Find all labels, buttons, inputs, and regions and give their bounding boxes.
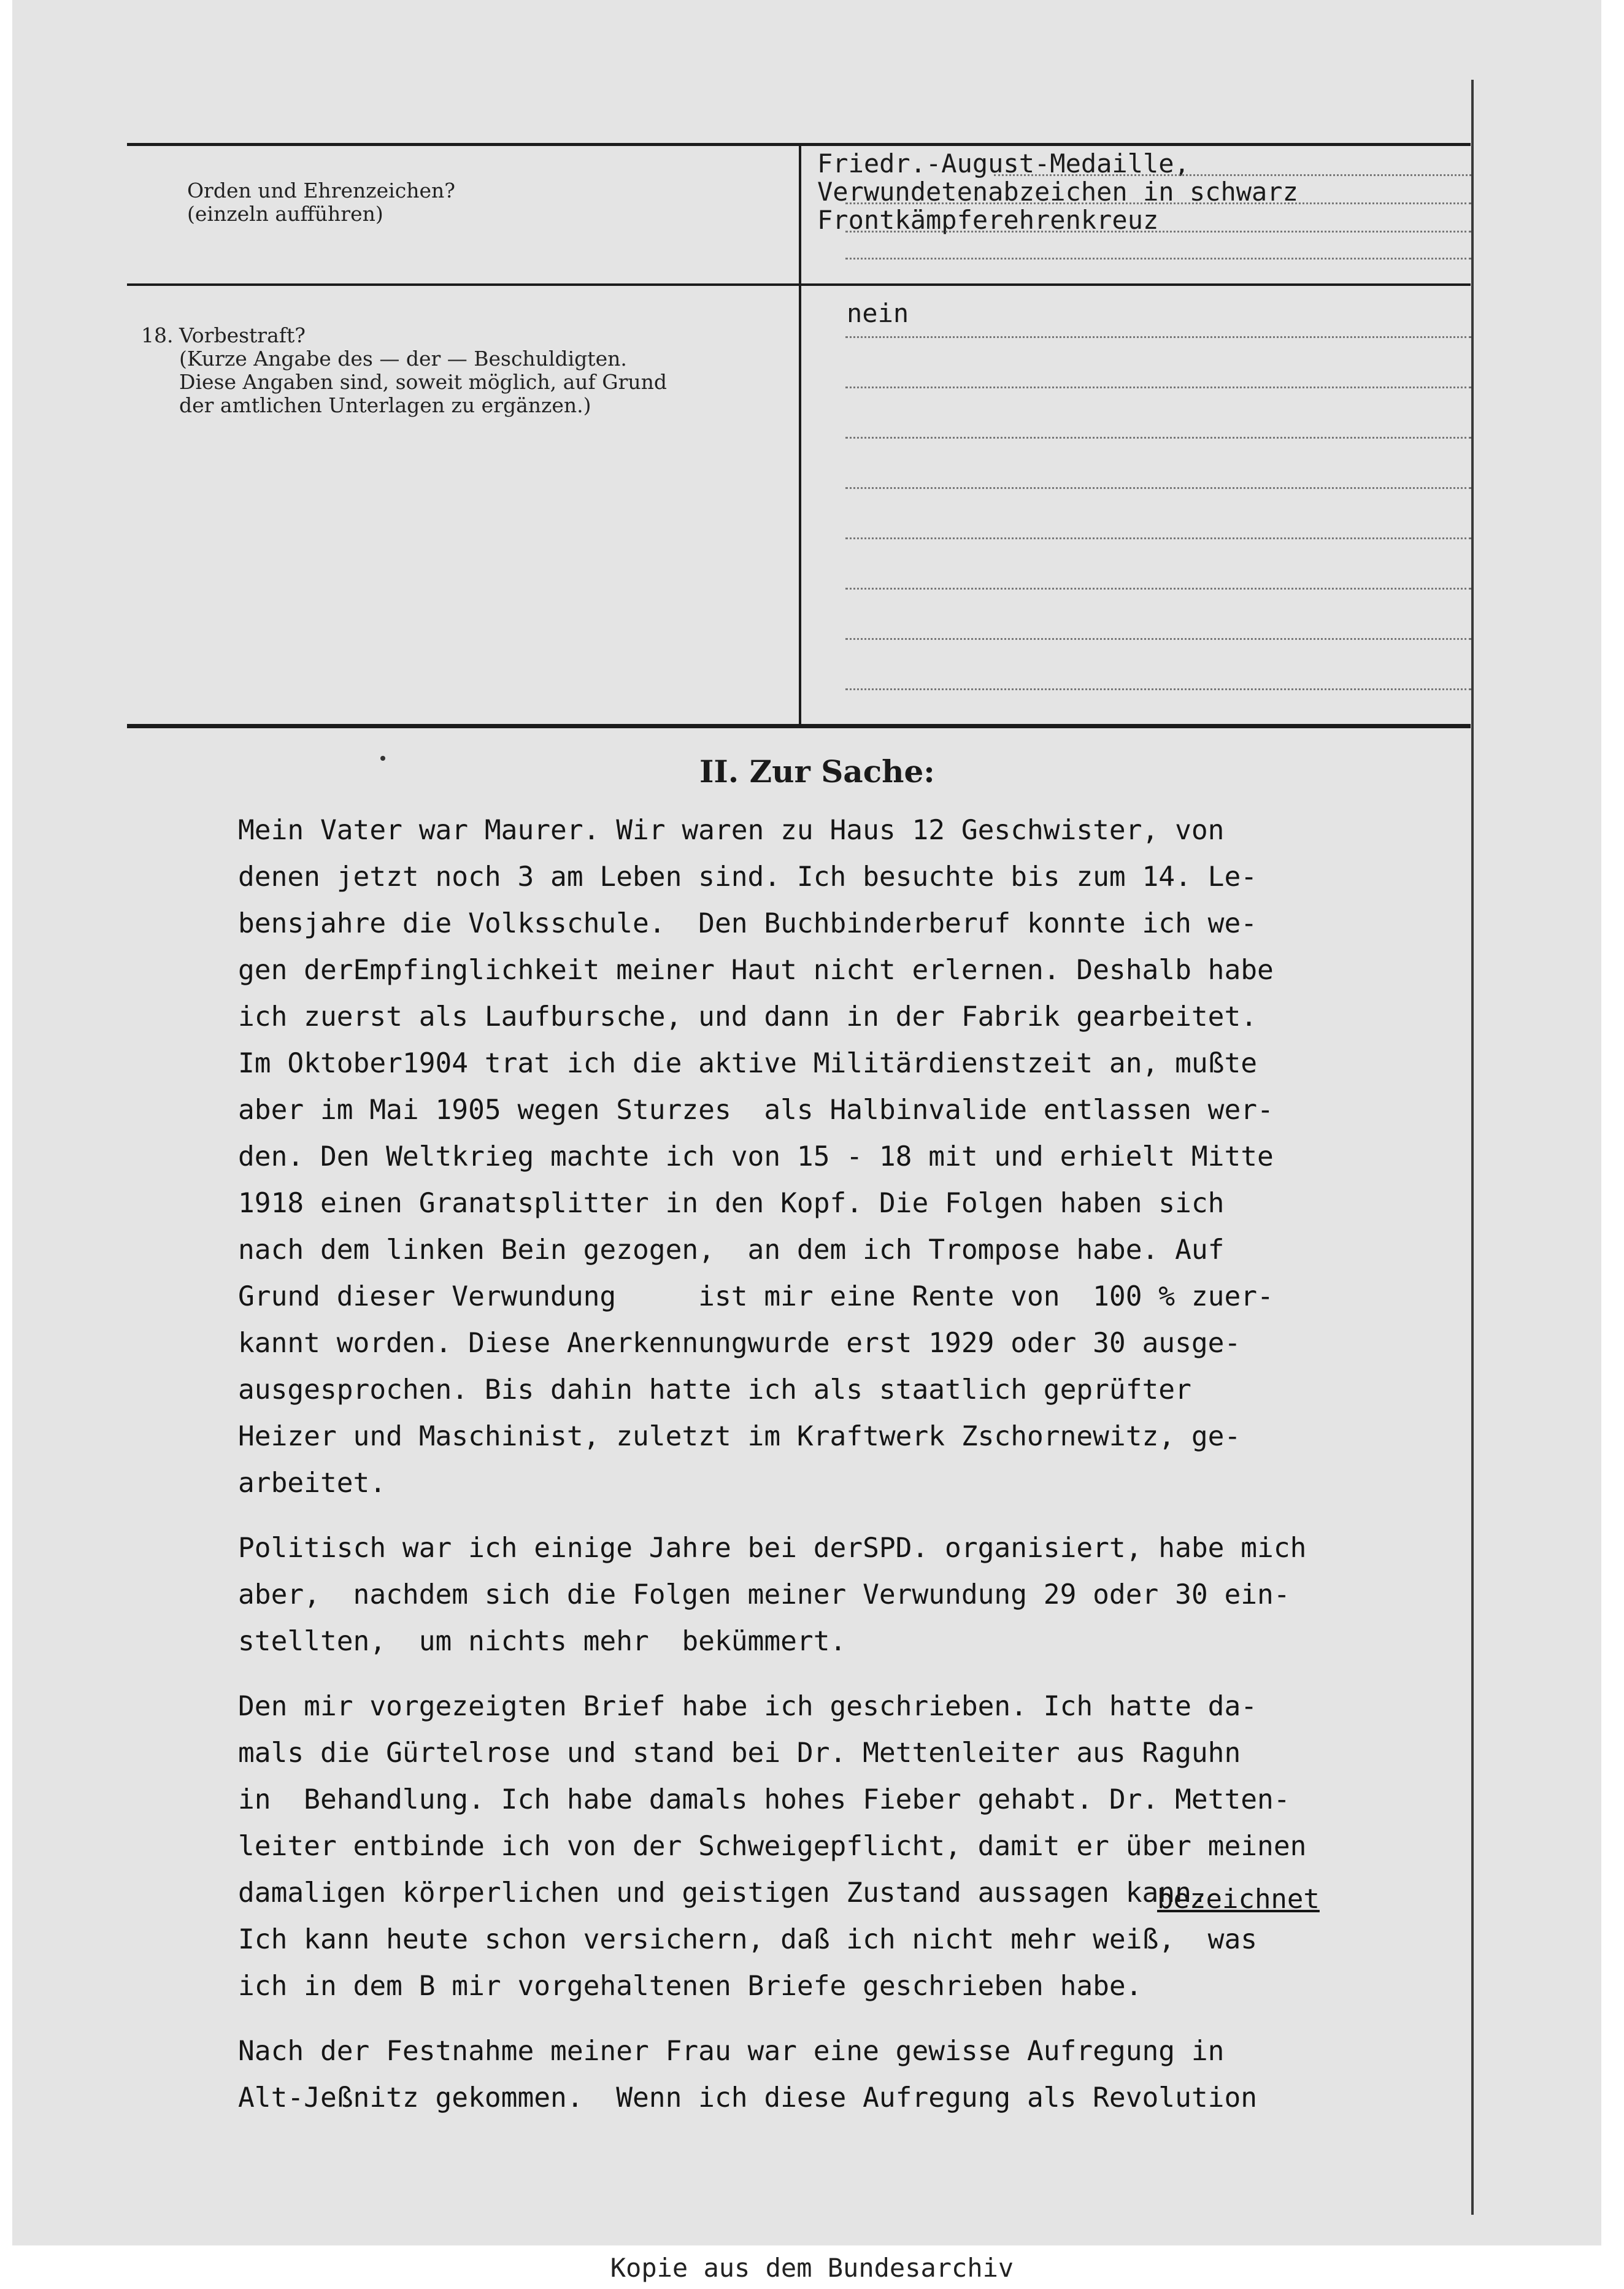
table-column-divider — [799, 143, 801, 726]
answer-dotted-line — [845, 336, 1471, 338]
answer-dotted-line — [845, 588, 1471, 590]
stray-ink-dot — [380, 756, 385, 761]
statement-line: arbeitet. — [238, 1468, 387, 1499]
continuation-word: bezeichnet — [1157, 1883, 1320, 1915]
statement-line: bensjahre die Volksschule. Den Buchbinderberuf konnte ich we- — [238, 908, 1258, 939]
question-vorbestraft-line: Diese Angaben sind, soweit möglich, auf Grund — [179, 370, 668, 394]
statement-line: Ich kann heute schon versichern, daß ich nicht mehr weiß, was — [238, 1924, 1258, 1955]
question-vorbestraft-line: der amtlichen Unterlagen zu ergänzen.) — [179, 393, 591, 417]
statement-line: kannt worden. Diese Anerkennungwurde erst 1929 oder 30 ausge- — [238, 1328, 1241, 1359]
statement-line: aber, nachdem sich die Folgen meiner Verwundung 29 oder 30 ein- — [238, 1579, 1290, 1610]
question-vorbestraft-line: Vorbestraft? — [179, 323, 306, 347]
statement-line: ausgesprochen. Bis dahin hatte ich als staatlich geprüfter — [238, 1374, 1191, 1406]
answer-dotted-line — [845, 638, 1471, 640]
statement-line: Mein Vater war Maurer. Wir waren zu Haus 12 Geschwister, von — [238, 815, 1225, 846]
question-orden — [187, 179, 455, 226]
statement-line: 1918 einen Granatsplitter in den Kopf. Die Folgen haben sich — [238, 1188, 1225, 1219]
statement-paragraph — [238, 1525, 1490, 1665]
answer-dotted-line — [845, 537, 1471, 539]
statement-line: Heizer und Maschinist, zuletzt im Kraftwerk Zschornewitz, ge- — [238, 1421, 1241, 1452]
answer-dotted-line — [845, 387, 1471, 388]
question-number: 18. — [141, 323, 174, 347]
question-orden-line2: (einzeln aufführen) — [187, 202, 383, 226]
statement-line: in Behandlung. Ich habe damals hohes Fieber gehabt. Dr. Metten- — [238, 1784, 1290, 1815]
statement-line: leiter entbinde ich von der Schweigepflicht, damit er über meinen — [238, 1831, 1307, 1862]
question-vorbestraft — [141, 324, 667, 417]
statement-line: ich zuerst als Laufbursche, und dann in der Fabrik gearbeitet. — [238, 1001, 1258, 1033]
statement-line: mals die Gürtelrose und stand bei Dr. Mettenleiter aus Raguhn — [238, 1737, 1241, 1769]
answer-orden — [817, 150, 1298, 234]
statement-line: gen derEmpfinglichkeit meiner Haut nicht erlernen. Deshalb habe — [238, 955, 1274, 986]
answer-orden-line: Verwundetenabzeichen in schwarz — [817, 177, 1298, 207]
statement-line: Alt-Jeßnitz gekommen. Wenn ich diese Aufregung als Revolution — [238, 2082, 1258, 2114]
archive-footer: Kopie aus dem Bundesarchiv — [610, 2253, 1014, 2283]
statement-paragraph — [238, 807, 1490, 1507]
statement-line: stellten, um nichts mehr bekümmert. — [238, 1626, 847, 1657]
answer-orden-line: Friedr.-August-Medaille, — [817, 148, 1190, 179]
statement-paragraph — [238, 1683, 1490, 2010]
answer-dotted-line — [994, 174, 1471, 176]
answer-dotted-line — [845, 202, 1471, 204]
statement-paragraph — [238, 2028, 1490, 2122]
question-vorbestraft-line: (Kurze Angabe des — der — Beschuldigten. — [179, 347, 627, 371]
answer-orden-line: Frontkämpferehrenkreuz — [817, 205, 1159, 235]
statement-line: aber im Mai 1905 wegen Sturzes als Halbinvalide entlassen wer- — [238, 1094, 1274, 1126]
statement-line: Im Oktober1904 trat ich die aktive Militärdienstzeit an, mußte — [238, 1048, 1258, 1079]
section-title: II. Zur Sache: — [699, 753, 935, 790]
statement-line: nach dem linken Bein gezogen, an dem ich Trompose habe. Auf — [238, 1234, 1225, 1266]
statement-line: Grund dieser Verwundung ist mir eine Rente von 100 % zuer- — [238, 1281, 1274, 1312]
statement-line: den. Den Weltkrieg machte ich von 15 - 18 mit und erhielt Mitte — [238, 1141, 1274, 1172]
answer-dotted-line — [845, 231, 1471, 233]
answer-dotted-line — [845, 688, 1471, 690]
statement-line: ich in dem B mir vorgehaltenen Briefe geschrieben habe. — [238, 1971, 1142, 2002]
answer-dotted-line — [845, 258, 1471, 260]
document-page — [12, 0, 1601, 2245]
answer-dotted-line — [845, 487, 1471, 489]
statement-body — [238, 807, 1490, 2140]
statement-line: denen jetzt noch 3 am Leben sind. Ich besuchte bis zum 14. Le- — [238, 861, 1258, 893]
statement-line: Den mir vorgezeigten Brief habe ich geschrieben. Ich hatte da- — [238, 1691, 1258, 1722]
statement-line: Politisch war ich einige Jahre bei derSPD. organisiert, habe mich — [238, 1533, 1307, 1564]
question-orden-line1: Orden und Ehrenzeichen? — [187, 179, 455, 202]
statement-line: damaligen körperlichen und geistigen Zustand aussagen kann. — [238, 1877, 1208, 1909]
answer-vorbestraft: nein — [847, 298, 909, 328]
answer-dotted-line — [845, 437, 1471, 439]
statement-line: Nach der Festnahme meiner Frau war eine gewisse Aufregung in — [238, 2036, 1225, 2067]
